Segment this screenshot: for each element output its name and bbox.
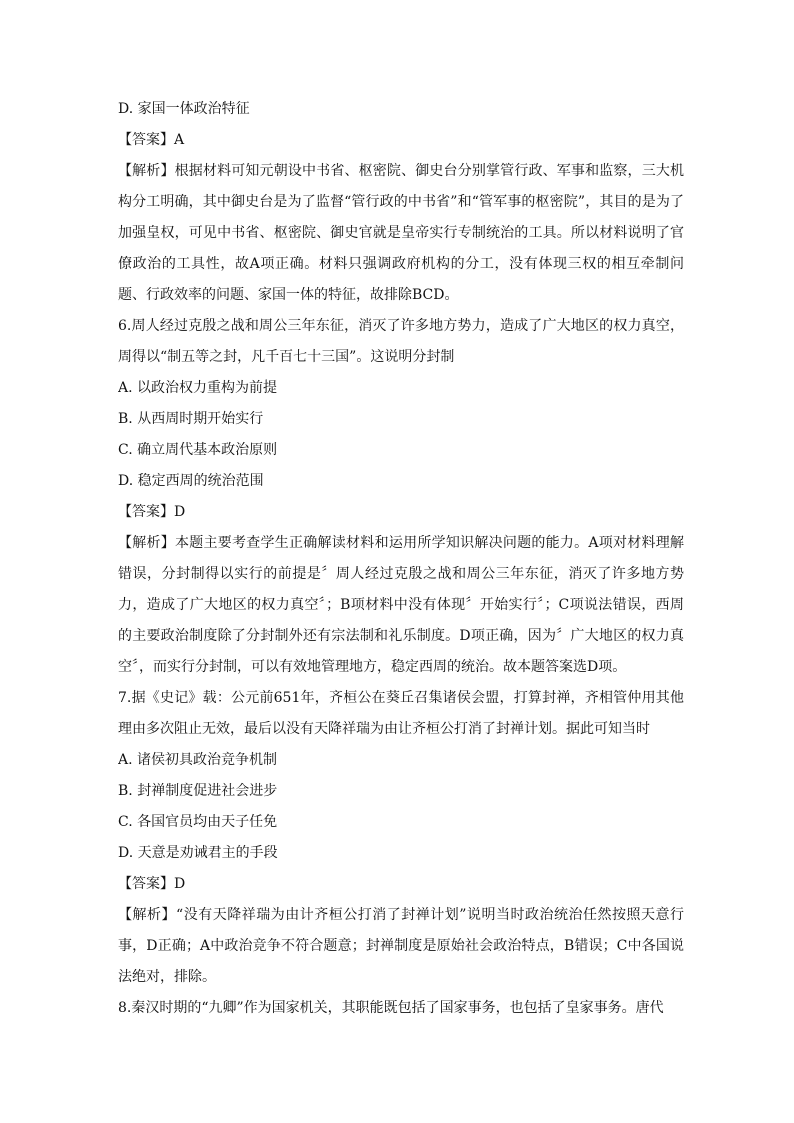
answer-value: D	[174, 876, 186, 892]
analysis-label: 【解析】	[118, 535, 176, 551]
answer-value: A	[174, 132, 185, 148]
q6-option-c: C. 确立周代基本政治原则	[118, 442, 278, 458]
q7-option-a: A. 诸侯初具政治竞争机制	[118, 752, 278, 768]
answer-label: 【答案】	[118, 132, 174, 148]
analysis-text: 本题主要考查学生正确解读材料和运用所学知识解决问题的能力。A项对材料理解错误，分封制得以实行的前提是〞周人经过克殷之战和周公三年东征，消灭了许多地方势力，造成了广大地区的权力真空〞；B项材料中没有体现〞开始实行〞；C项说法错误，西周的主要政治制度除了分封制外还有宗法制和礼乐制度。D项正确，因为〞广大地区的权力真空〞，而实行分封制，可以有效地管理地方，稳定西周的统治。故本题答案选D项。	[118, 535, 685, 675]
analysis-text: 根据材料可知元朝设中书省、枢密院、御史台分别掌管行政、军事和监察，三大机构分工明确，其中御史台是为了监督“管行政的中书省”和“管军事的枢密院”，其目的是为了加强皇权，可见中书省、枢密院、御史官就是皇帝实行专制统治的工具。所以材料说明了官僚政治的工具性，故A项正确。材料只强调政府机构的分工，没有体现三权的相互牵制问题、行政效率的问题、家国一体的特征，故排除BCD。	[118, 163, 685, 303]
q6-stem: 6.周人经过克殷之战和周公三年东征，消灭了许多地方势力，造成了广大地区的权力真空，周得以“制五等之封，凡千百七十三国”。这说明分封制	[118, 318, 684, 365]
q5-analysis	[118, 156, 684, 311]
analysis-label: 【解析】	[118, 907, 177, 923]
q7-option-c: C. 各国官员均由天子任免	[118, 814, 278, 830]
q8-stem: 8.秦汉时期的“九卿”作为国家机关，其职能既包括了国家事务，也包括了皇家事务。唐代	[118, 1000, 664, 1016]
q6-option-b: B. 从西周时期开始实行	[118, 411, 264, 427]
answer-value: D	[174, 504, 186, 520]
q6-answer	[118, 497, 684, 528]
answer-label: 【答案】	[118, 504, 174, 520]
q7-analysis	[118, 900, 684, 993]
q6-option-d: D. 稳定西周的统治范围	[118, 473, 264, 489]
q7-option-d: D. 天意是劝诫君主的手段	[118, 845, 278, 861]
q5-option-d: D. 家国一体政治特征	[118, 101, 250, 117]
q5-answer	[118, 125, 684, 156]
answer-label: 【答案】	[118, 876, 174, 892]
q7-stem: 7.据《史记》载：公元前651年，齐桓公在葵丘召集诸侯会盟，打算封禅，齐相管仲用其他理由多次阻止无效，最后以没有天降祥瑞为由让齐桓公打消了封禅计划。据此可知当时	[118, 690, 684, 737]
q6-analysis	[118, 528, 684, 683]
q7-option-b: B. 封禅制度促进社会进步	[118, 783, 278, 799]
q7-answer	[118, 869, 684, 900]
document-page	[118, 94, 684, 1024]
analysis-label: 【解析】	[118, 163, 175, 179]
analysis-text: “没有天降祥瑞为由计齐桓公打消了封禅计划”说明当时政治统治任然按照天意行事，D正确；A中政治竞争不符合题意；封禅制度是原始社会政治特点，B错误；C中各国说法绝对，排除。	[118, 907, 685, 985]
q6-option-a: A. 以政治权力重构为前提	[118, 380, 278, 396]
